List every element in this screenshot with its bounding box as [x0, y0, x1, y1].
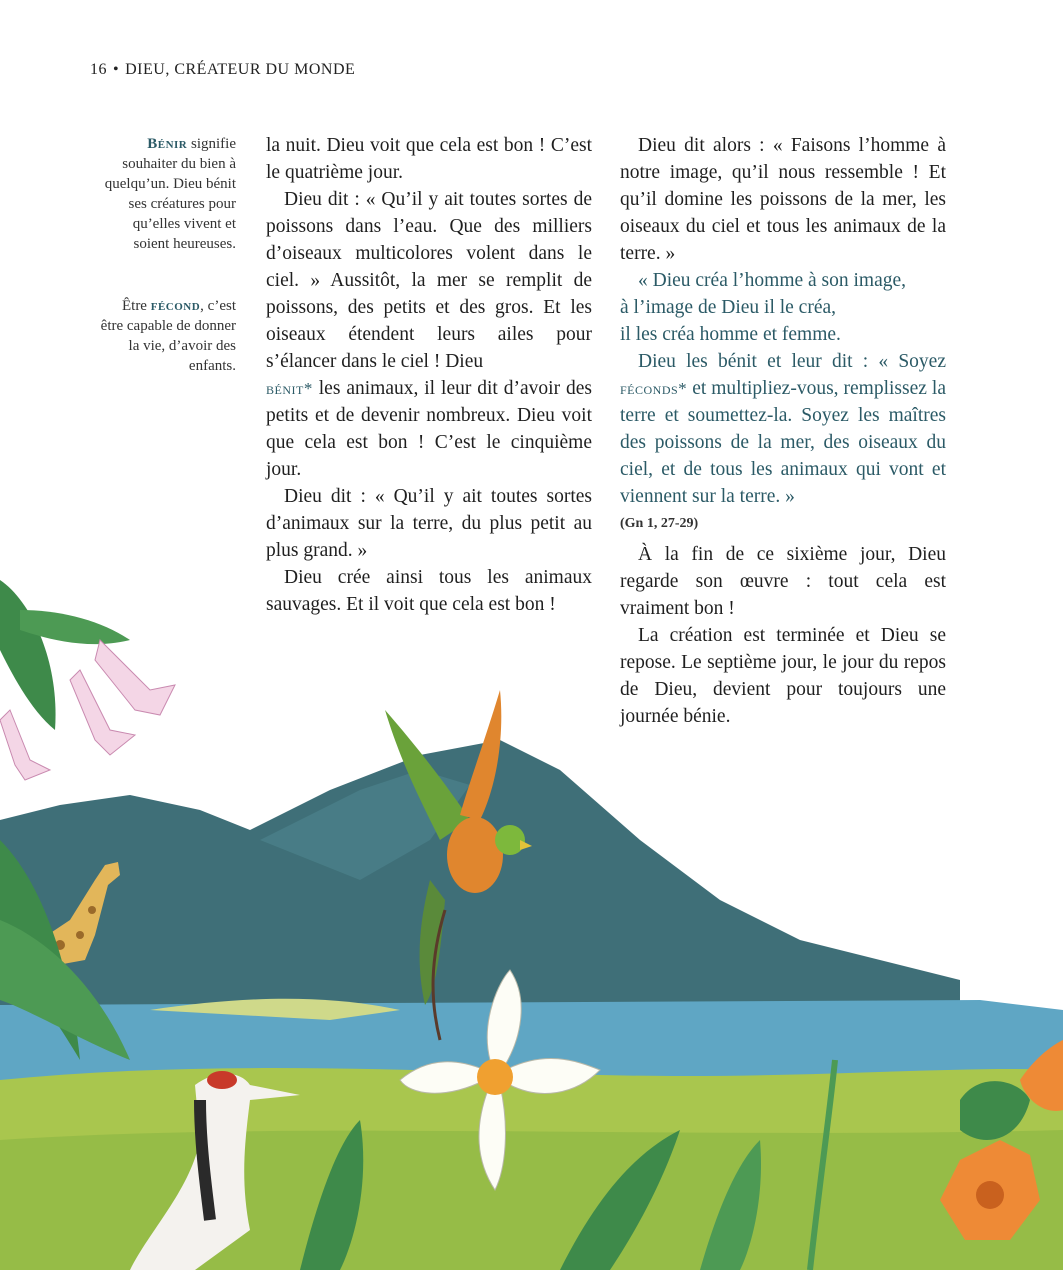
paragraph: Dieu dit : « Qu’il y ait toutes sortes de poissons dans l’eau. Que des milliers d’oiseaux multicolores volent dans le ciel. » Aussitôt, la mer se remplit de poissons, des petits et des gros. Et les oiseaux étendent leurs ailes pour s’élancer dans le ciel ! Dieu — [266, 189, 592, 372]
page-number: 16 — [90, 61, 107, 78]
paragraph: Dieu dit alors : « Faisons l’homme à notre image, qu’il nous ressemble ! Et qu’il domine les poissons de la mer, les oiseaux du ciel et tous les animaux de la terre. » — [620, 135, 946, 264]
paragraph: La création est terminée et Dieu se repose. Le septième jour, le jour du repos de Dieu, devient pour toujours une journée bénie. — [620, 625, 946, 727]
palm-leaf — [0, 580, 56, 730]
quote-text: Dieu les bénit et leur dit : « Soyez — [638, 351, 946, 372]
paragraph: la nuit. Dieu voit que cela est bon ! C’est le quatrième jour. — [266, 135, 592, 183]
paragraph: Dieu dit : « Qu’il y ait toutes sortes d’animaux sur la terre, du plus petit au plus grand. » — [266, 486, 592, 561]
quote-text: et multipliez-vous, remplissez la terre et soumettez-la. Soyez les maîtres des poissons de la mer, des oiseaux du ciel, et de tous les animaux qui vont et viennent sur la terre. » — [620, 378, 946, 507]
glossary-definition: , c’est être capable de donner la vie, d’avoir des enfants. — [100, 298, 236, 374]
bible-quote — [620, 267, 946, 510]
paragraph — [266, 375, 592, 483]
glossary-note-fecond — [96, 296, 236, 376]
watercolor-illustration — [0, 540, 1063, 1270]
glossary-definition: signifie souhaiter du bien à quelqu’un. Dieu bénit ses créatures pour qu’elles vivent et soient heureuses. — [104, 136, 236, 252]
chapter-title: DIEU, CRÉATEUR DU MONDE — [125, 61, 356, 78]
glossary-keyword: fécond — [150, 298, 201, 314]
glossary-keyword: Bénir — [147, 136, 188, 152]
header-separator: • — [113, 61, 120, 78]
glossary-prefix: Être — [121, 298, 151, 314]
page-header — [90, 61, 355, 79]
keyword-benit: bénit* — [266, 379, 313, 398]
quote-line: à l’image de Dieu il le créa, — [620, 297, 837, 318]
paragraph: Dieu crée ainsi tous les animaux sauvages. Et il voit que cela est bon ! — [266, 567, 592, 615]
quote-line: il les créa homme et femme. — [620, 324, 841, 345]
quote-paragraph — [620, 348, 946, 510]
quote-line: « Dieu créa l’homme à son image, — [638, 270, 907, 291]
trumpet-flower — [0, 710, 50, 780]
paragraph: À la fin de ce sixième jour, Dieu regarde son œuvre : tout cela est vraiment bon ! — [620, 544, 946, 619]
bible-reference: (Gn 1, 27-29) — [620, 516, 699, 531]
paragraph-text: les animaux, il leur dit d’avoir des petits et de devenir nombreux. Dieu voit que cela est bon ! C’est le cinquième jour. — [266, 378, 592, 480]
glossary-note-benir — [96, 134, 236, 254]
keyword-feconds: féconds* — [620, 379, 688, 398]
trumpet-flower — [95, 640, 175, 715]
